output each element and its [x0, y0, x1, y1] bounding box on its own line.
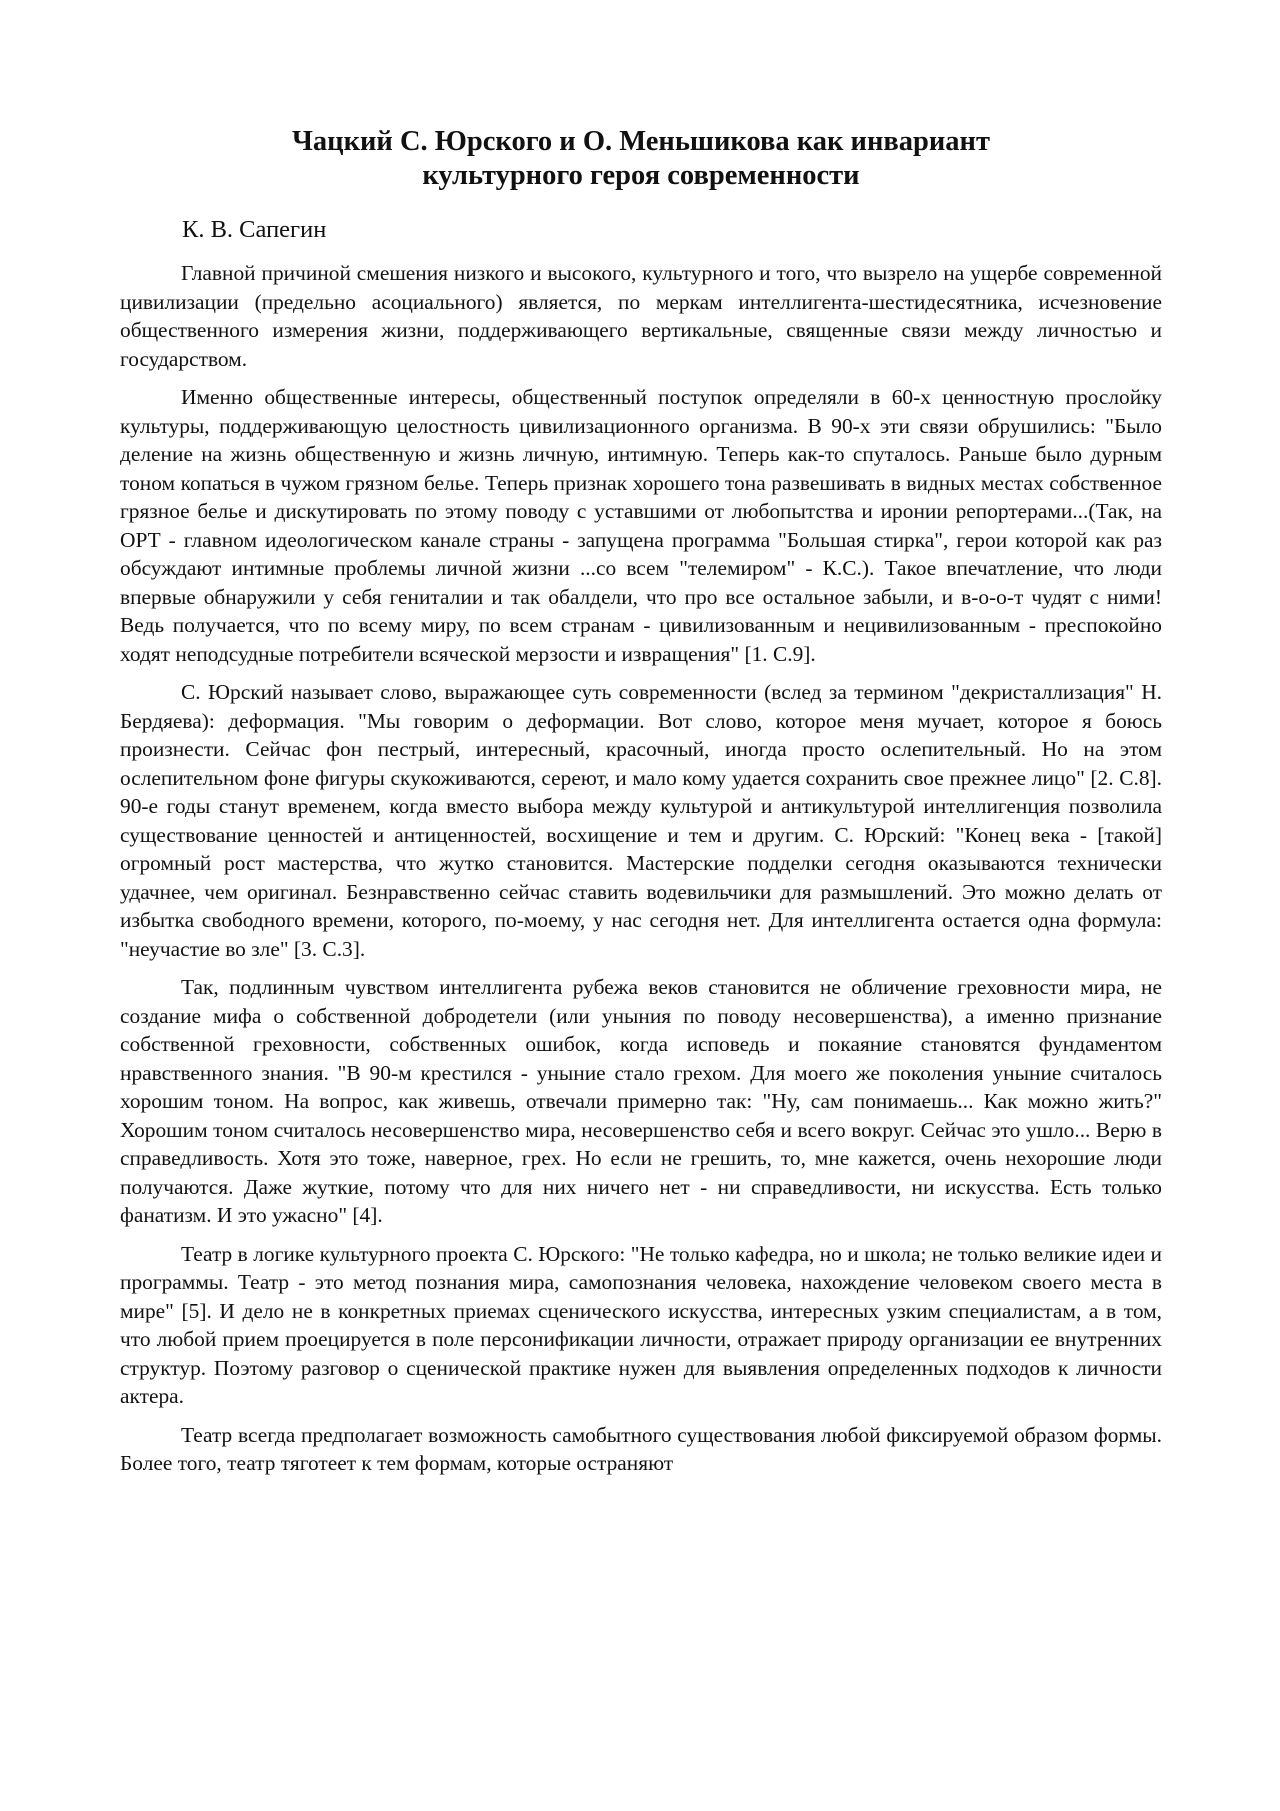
paragraph-6: Театр всегда предполагает возможность самобытного существования любой фиксируемой образом формы. Более того, театр тяготеет к тем формам, которые остраняют: [120, 1422, 1162, 1475]
paragraph-1: Главной причиной смешения низкого и высокого, культурного и того, что вызрело на ущербе современной цивилизации (предельно асоциального) является, по меркам интеллигента-шестидесятника, исчезновение общественного измерения жизни, поддерживающего вертикальные, священные связи между личностью и государством.: [120, 261, 1162, 371]
document-page: [120, 118, 1162, 1488]
article-author: К. В. Сапегин: [182, 216, 327, 243]
article-body: [120, 259, 1162, 1478]
article-title-line-2: культурного героя современности: [422, 160, 860, 191]
paragraph-3: С. Юрский называет слово, выражающее суть современности (вслед за термином "декристаллизация" Н. Бердяева): деформация. "Мы говорим о деформации. Вот слово, которое меня мучает, которое я боюсь произнести. Сейчас фон пестрый, интересный, красочный, иногда просто ослепительный. Но на этом ослепительном фоне фигуры скукоживаются, сереют, и мало кому удается сохранить свое прежнее лицо" [2. С.8]. 90-е годы станут временем, когда вместо выбора между культурой и антикультурой интеллигенция позволила существование ценностей и антиценностей, восхищение и тем и другим. С. Юрский: "Конец века - [такой] огромный рост мастерства, что жутко становится. Мастерские подделки сегодня оказываются технически удачнее, чем оригинал. Безнравственно сейчас ставить водевильчики для размышлений. Это можно делать от избытка свободного времени, которого, по-моему, у нас сегодня нет. Для интеллигента остается одна формула: "неучастие во зле" [3. С.3].: [120, 680, 1162, 961]
paragraph-4: Так, подлинным чувством интеллигента рубежа веков становится не обличение греховности мира, не создание мифа о собственной добродетели (или уныния по поводу несовершенства), а именно признание собственной греховности, собственных ошибок, когда исповедь и покаяние становятся фундаментом нравственного знания. "В 90-м крестился - уныние стало грехом. Для моего же поколения уныние считалось хорошим тоном. На вопрос, как живешь, отвечали примерно так: "Ну, сам понимаешь... Как можно жить?" Хорошим тоном считалось несовершенство мира, несовершенство себя и всего вокруг. Сейчас это ушло... Верю в справедливость. Хотя это тоже, наверное, грех. Но если не грешить, то, мне кажется, очень нехорошие люди получаются. Даже жуткие, потому что для них ничего нет - ни справедливости, ни искусства. Есть только фанатизм. И это ужасно" [4].: [120, 975, 1162, 1227]
paragraph-5: Театр в логике культурного проекта С. Юрского: "Не только кафедра, но и школа; не только великие идеи и программы. Театр - это метод познания мира, самопознания человека, нахождение человеком своего места в мире" [5]. И дело не в конкретных приемах сценического искусства, интересных узким специалистам, а в том, что любой прием проецируется в поле персонификации личности, отражает природу организации ее внутренних структур. Поэтому разговор о сценической практике нужен для выявления определенных подходов к личности актера.: [120, 1241, 1162, 1408]
article-title-line-1: Чацкий С. Юрского и О. Меньшикова как инвариант: [292, 126, 990, 157]
article-title: [120, 118, 1162, 193]
paragraph-2: Именно общественные интересы, общественный поступок определяли в 60-х ценностную прослойку культуры, поддерживающую целостность цивилизационного организма. В 90-х эти связи обрушились: "Было деление на жизнь общественную и жизнь личную, интимную. Теперь как-то спуталось. Раньше было дурным тоном копаться в чужом грязном белье. Теперь признак хорошего тона развешивать в видных местах собственное грязное белье и дискутировать по этому поводу с уставшими от любопытства и иронии репортерами...(Так, на ОРТ - главном идеологическом канале страны - запущена программа "Большая стирка", герои которой как раз обсуждают интимные проблемы личной жизни ...со всем "телемиром" - К.С.). Такое впечатление, что люди впервые обнаружили у себя гениталии и так обалдели, что про все остальное забыли, и в-о-о-т чудят с ними! Ведь получается, что по всему миру, по всем странам - цивилизованным и нецивилизованным - преспокойно ходят неподсудные потребители всяческой мерзости и извращения" [1. С.9].: [120, 385, 1162, 666]
